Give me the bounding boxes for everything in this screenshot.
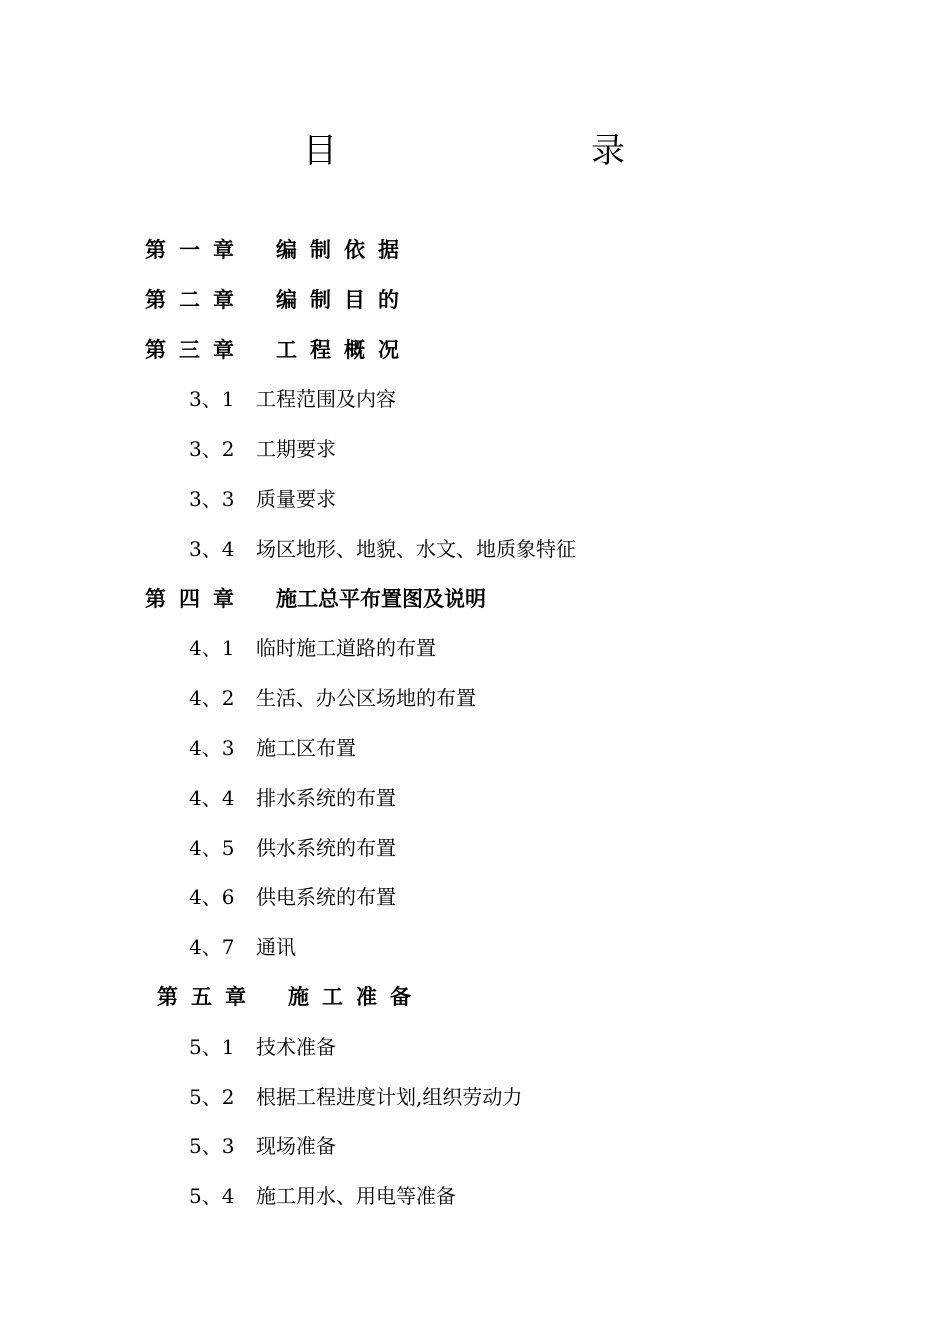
chapter-label: 第五章	[157, 984, 259, 1009]
toc-chapter[interactable]	[0, 276, 950, 326]
toc-chapter[interactable]	[0, 973, 950, 1023]
section-title: 生活、办公区场地的布置	[256, 686, 476, 711]
section-number: 5、1	[189, 1034, 235, 1059]
section-title: 根据工程进度计划,组织劳动力	[256, 1084, 523, 1109]
section-number: 4、7	[189, 935, 235, 960]
chapter-title: 编制目的	[276, 287, 412, 312]
section-title: 场区地形、地貌、水文、地质象特征	[256, 536, 576, 561]
chapter-title: 施工总平布置图及说明	[276, 586, 486, 611]
section-number: 4、2	[189, 686, 235, 711]
chapter-title: 施工准备	[288, 984, 424, 1009]
section-number: 3、3	[189, 486, 235, 511]
toc-section[interactable]	[0, 1172, 950, 1222]
toc-section[interactable]	[0, 724, 950, 774]
chapter-label: 第四章	[145, 586, 247, 611]
toc-chapter[interactable]	[0, 575, 950, 625]
toc-section[interactable]	[0, 624, 950, 674]
toc-section[interactable]	[0, 475, 950, 525]
toc-section[interactable]	[0, 425, 950, 475]
section-number: 4、4	[189, 785, 235, 810]
toc-section[interactable]	[0, 525, 950, 575]
section-title: 施工用水、用电等准备	[256, 1184, 456, 1209]
toc-section[interactable]	[0, 824, 950, 874]
section-number: 5、3	[189, 1134, 235, 1159]
chapter-label: 第二章	[145, 287, 247, 312]
page-title: 目 录	[303, 131, 687, 171]
chapter-title: 编制依据	[276, 238, 412, 262]
toc-section[interactable]	[0, 375, 950, 425]
section-title: 现场准备	[256, 1134, 336, 1159]
section-title: 通讯	[256, 935, 296, 960]
section-title: 技术准备	[256, 1034, 336, 1059]
chapter-label: 第一章	[145, 238, 247, 262]
toc-section[interactable]	[0, 1122, 950, 1172]
section-title: 工程范围及内容	[256, 387, 396, 412]
toc-section[interactable]	[0, 873, 950, 923]
section-title: 工期要求	[256, 437, 336, 462]
section-title: 供水系统的布置	[256, 835, 396, 860]
section-title: 临时施工道路的布置	[256, 636, 436, 661]
section-number: 3、4	[189, 536, 235, 561]
section-title: 质量要求	[256, 486, 336, 511]
toc-section[interactable]	[0, 774, 950, 824]
section-number: 4、5	[189, 835, 235, 860]
toc-section[interactable]	[0, 674, 950, 724]
section-number: 4、3	[189, 735, 235, 760]
chapter-title: 工程概况	[276, 337, 412, 362]
section-number: 4、1	[189, 636, 235, 661]
table-of-contents	[0, 226, 950, 1222]
section-title: 供电系统的布置	[256, 885, 396, 910]
section-number: 5、4	[189, 1184, 235, 1209]
section-title: 施工区布置	[256, 735, 356, 760]
section-number: 5、2	[189, 1084, 235, 1109]
toc-chapter[interactable]	[0, 326, 950, 376]
section-title: 排水系统的布置	[256, 785, 396, 810]
chapter-label: 第三章	[145, 337, 247, 362]
toc-chapter[interactable]	[0, 226, 950, 276]
section-number: 3、2	[189, 437, 235, 462]
toc-section[interactable]	[0, 1023, 950, 1073]
section-number: 4、6	[189, 885, 235, 910]
toc-section[interactable]	[0, 1073, 950, 1123]
toc-section[interactable]	[0, 923, 950, 973]
section-number: 3、1	[189, 387, 235, 412]
